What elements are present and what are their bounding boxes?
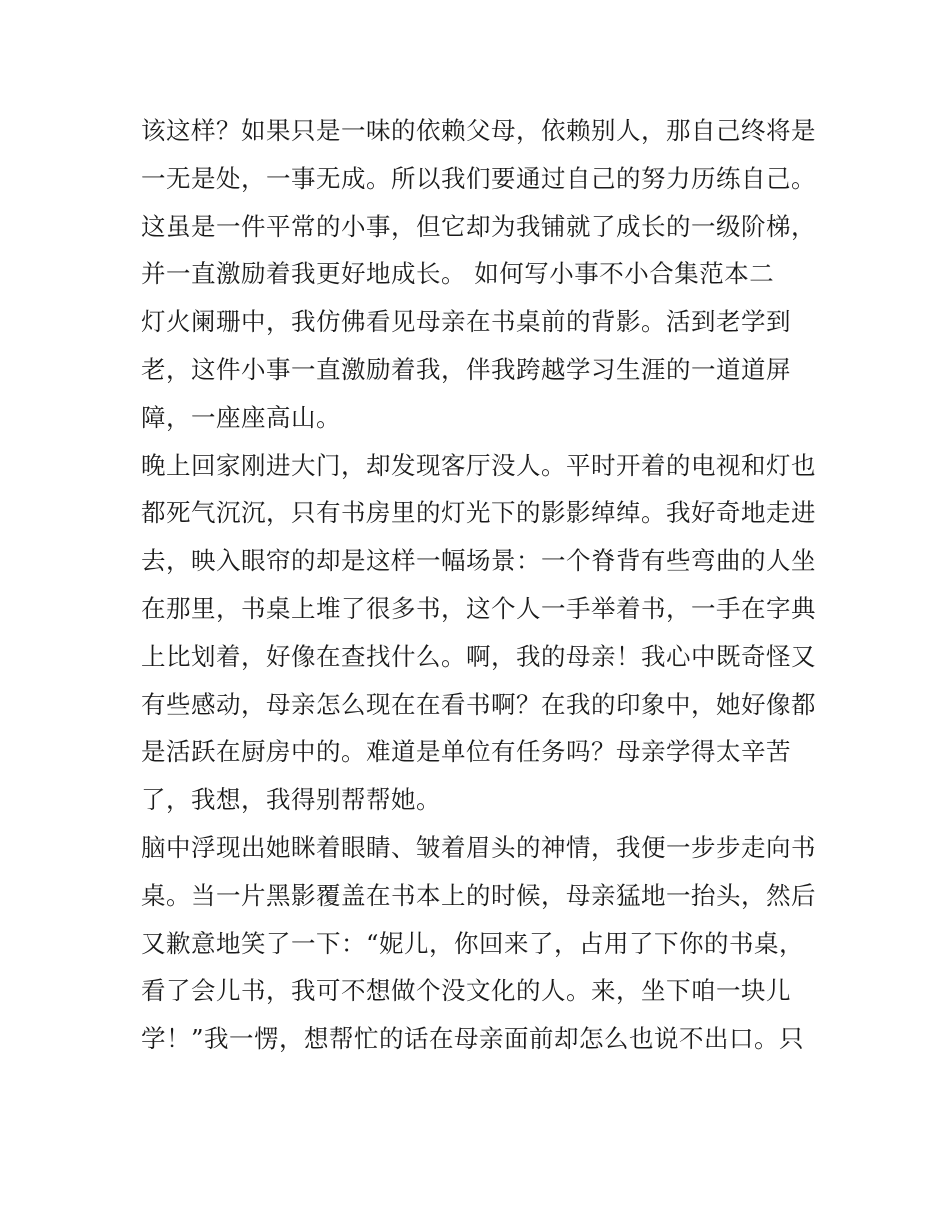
text-line: 该这样？如果只是一味的依赖父母，依赖别人，那自己终将是 xyxy=(141,116,816,145)
text-line: 桌。当一片黑影覆盖在书本上的时候，母亲猛地一抬头，然后 xyxy=(141,880,816,910)
text-line: 一无是处，一事无成。所以我们要通过自己的努力历练自己。 xyxy=(141,163,816,193)
text-line: 去，映入眼帘的却是这样一幅场景：一个脊背有些弯曲的人坐 xyxy=(141,546,816,576)
text-line: 老，这件小事一直激励着我，伴我跨越学习生涯的一道道屏 xyxy=(141,354,791,384)
text-line: 上比划着，好像在查找什么。啊，我的母亲！我心中既奇怪又 xyxy=(141,641,816,671)
text-line: 这虽是一件平常的小事，但它却为我铺就了成长的一级阶梯， xyxy=(141,211,816,241)
text-line: 脑中浮现出她眯着眼睛、皱着眉头的神情，我便一步步走向书 xyxy=(141,832,816,862)
text-line: 有些感动，母亲怎么现在在看书啊？在我的印象中，她好像都 xyxy=(141,689,816,719)
text-line: 是活跃在厨房中的。难道是单位有任务吗？母亲学得太辛苦 xyxy=(141,737,791,767)
text-line: 灯火阑珊中，我仿佛看见母亲在书桌前的背影。活到老学到 xyxy=(141,307,791,337)
text-line: 了，我想，我得别帮帮她。 xyxy=(141,785,441,815)
text-line: 都死气沉沉，只有书房里的灯光下的影影绰绰。我好奇地走进 xyxy=(141,498,816,528)
text-line: 晚上回家刚进大门，却发现客厅没人。平时开着的电视和灯也 xyxy=(141,450,816,480)
document-body xyxy=(141,107,831,1063)
text-line: 学！”我一愣，想帮忙的话在母亲面前却怎么也说不出口。只 xyxy=(141,1024,805,1054)
text-line: 障，一座座高山。 xyxy=(141,402,341,432)
text-line: 并一直激励着我更好地成长。 如何写小事不小合集范本二 xyxy=(141,259,775,289)
text-line: 又歉意地笑了一下：“妮儿，你回来了，占用了下你的书桌， xyxy=(141,928,805,958)
text-line: 在那里，书桌上堆了很多书，这个人一手举着书，一手在字典 xyxy=(141,593,816,623)
text-line: 看了会儿书，我可不想做个没文化的人。来，坐下咱一块儿 xyxy=(141,976,791,1006)
